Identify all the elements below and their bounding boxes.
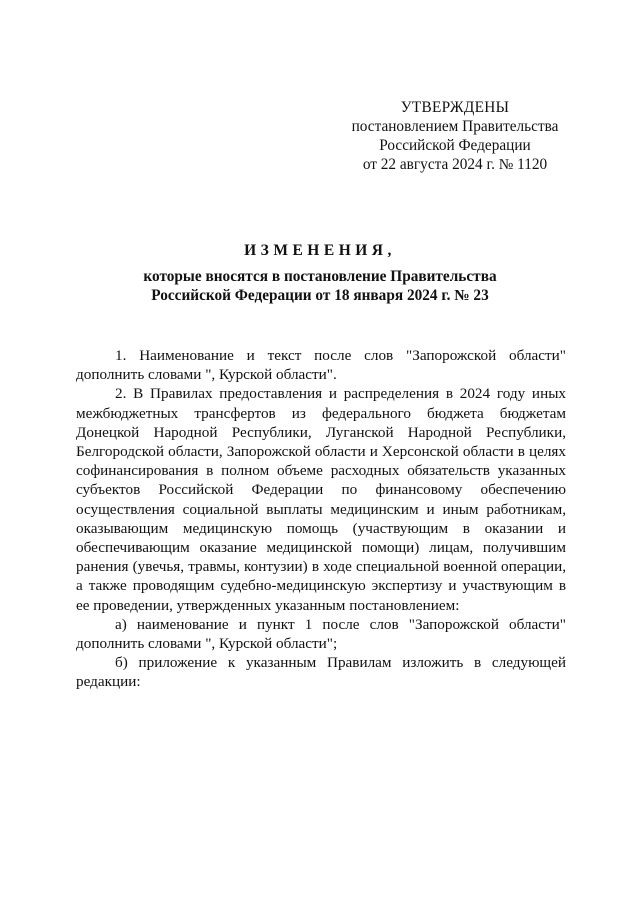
paragraph-1: 1. Наименование и текст после слов "Запорожской области" дополнить словами ", Курской области".: [76, 347, 566, 384]
paragraph-2: 2. В Правилах предоставления и распределения в 2024 году иных межбюджетных трансфертов из федерального бюджета бюджетам Донецкой Народной Республики, Луганской Народной Республики, Белгородской области, Запорожской области и Херсонской области в целях софинансирования в полном объеме расходных обязательств указанных субъектов Российской Федерации по финансовому обеспечению осуществления социальной выплаты медицинским и иным работникам, оказывающим медицинскую помощь (участвующим в оказании и обеспечивающим оказание медицинской помощи) лицам, получившим ранения (увечья, травмы, контузии) в ходе специальной военной операции, а также проводящим судебно-медицинскую экспертизу и участвующим в ее проведении, утвержденных указанным постановлением:: [76, 385, 566, 614]
document-subtitle: [60, 267, 580, 305]
approval-heading: УТВЕРЖДЕНЫ: [400, 99, 510, 116]
paragraph-2a: а) наименование и пункт 1 после слов "Запорожской области" дополнить словами ", Курской области";: [76, 615, 566, 653]
subtitle-line-1: которые вносятся в постановление Правительства: [143, 268, 497, 285]
approval-line-1: постановлением Правительства: [351, 118, 559, 135]
approval-line-2: Российской Федерации: [379, 137, 531, 154]
document-body: [76, 346, 566, 692]
approval-line-3: от 22 августа 2024 г. № 1120: [362, 156, 548, 173]
document-title: ИЗМЕНЕНИЯ,: [244, 242, 396, 259]
paragraph-2b: б) приложение к указанным Правилам изложить в следующей редакции:: [76, 654, 566, 691]
subtitle-line-2: Российской Федерации от 18 января 2024 г. № 23: [151, 287, 489, 304]
approval-stamp: [335, 98, 575, 174]
